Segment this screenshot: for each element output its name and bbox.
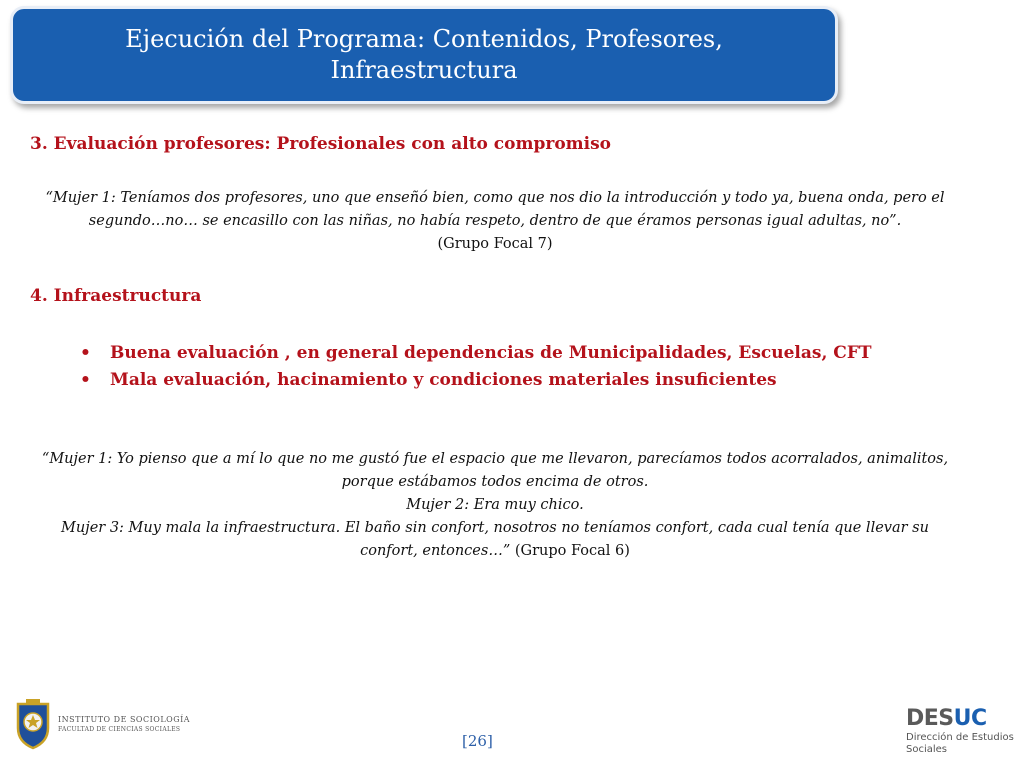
section-4-quote-line1: “Mujer 1: Yo pienso que a mí lo que no me gustó fue el espacio que me llevaron, parecíamos todos acorralados, animalitos, bbox=[41, 451, 949, 467]
list-item bbox=[80, 367, 872, 394]
section-4-bullet-list bbox=[80, 340, 872, 394]
section-3-source: (Grupo Focal 7) bbox=[437, 236, 553, 252]
left-logo-line2: FACULTAD DE CIENCIAS SOCIALES bbox=[58, 726, 181, 733]
bullet-text: Buena evaluación , en general dependencias de Municipalidades, Escuelas, CFT bbox=[110, 343, 872, 363]
section-4-quote-line4: Mujer 3: Muy mala la infraestructura. El baño sin confort, nosotros no teníamos confort, cada cual tenía que llevar su bbox=[61, 520, 929, 536]
desuc-brand-uc: UC bbox=[953, 706, 987, 731]
slide-title-line1: Ejecución del Programa: Contenidos, Profesores, bbox=[125, 25, 723, 53]
university-crest-icon bbox=[14, 698, 52, 750]
bullet-icon: • bbox=[80, 370, 91, 390]
desuc-brand bbox=[906, 706, 1016, 731]
list-item bbox=[80, 340, 872, 367]
instituto-sociologia-logo bbox=[14, 698, 190, 750]
desuc-brand-des: DES bbox=[906, 706, 954, 731]
slide-title-line2: Infraestructura bbox=[330, 56, 518, 84]
bullet-icon: • bbox=[80, 343, 91, 363]
slide-title-banner bbox=[10, 6, 838, 104]
section-3-quote bbox=[30, 187, 960, 256]
left-logo-line1: INSTITUTO DE SOCIOLOGÍA bbox=[58, 715, 191, 724]
bullet-text: Mala evaluación, hacinamiento y condiciones materiales insuficientes bbox=[110, 370, 777, 390]
section-4-quote-line3: Mujer 2: Era muy chico. bbox=[406, 497, 584, 513]
section-3-quote-line2: segundo…no… se encasillo con las niñas, no había respeto, dentro de que éramos personas igual adultas, no”. bbox=[88, 213, 902, 229]
section-3-quote-line1: “Mujer 1: Teníamos dos profesores, uno que enseñó bien, como que nos dio la introducción y todo ya, buena onda, pero el bbox=[45, 190, 945, 206]
desuc-subtitle: Dirección de Estudios Sociales bbox=[906, 732, 1014, 755]
page-number: [26] bbox=[462, 732, 493, 750]
desuc-logo bbox=[906, 706, 1016, 756]
section-4-quote-line2: porque estábamos todos encima de otros. bbox=[341, 474, 649, 490]
section-4-source: (Grupo Focal 6) bbox=[514, 543, 630, 559]
section-4-quote bbox=[30, 448, 960, 563]
section-4-heading: 4. Infraestructura bbox=[30, 286, 202, 306]
section-3-heading: 3. Evaluación profesores: Profesionales con alto compromiso bbox=[30, 134, 612, 154]
section-4-quote-line5-text: confort, entonces…” bbox=[360, 543, 511, 559]
section-4-quote-line5 bbox=[30, 540, 960, 563]
